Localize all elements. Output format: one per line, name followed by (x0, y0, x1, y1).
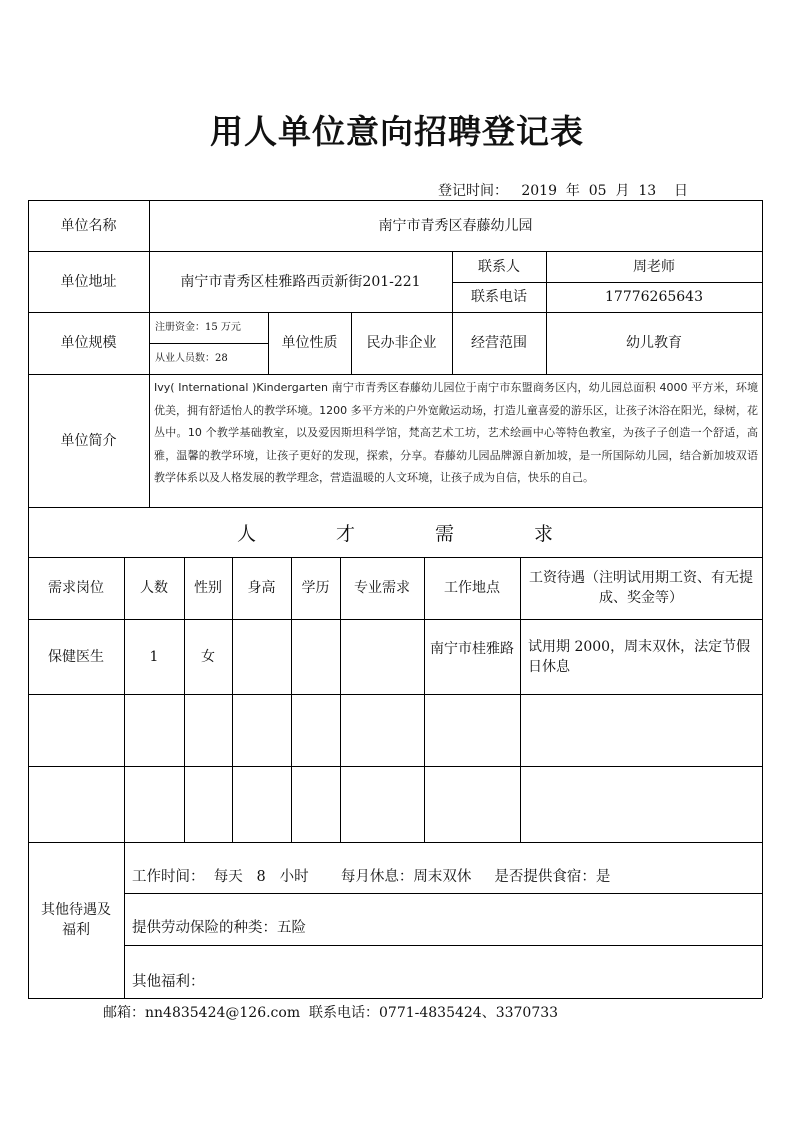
other-benefits-line: 其他福利： (132, 973, 205, 990)
staff-count: 从业人员数：28 (155, 352, 228, 364)
table-cell: 试用期 2000，周末双休，法定节假日休息 (528, 639, 751, 675)
registration-date: 登记时间： 2019 年 05 月 13 日 (438, 183, 689, 199)
unit-address-value: 南宁市青秀区桂雅路西贡新街201-221 (180, 273, 421, 290)
business-scope-label: 经营范围 (471, 335, 527, 351)
business-scope-value: 幼儿教育 (626, 335, 682, 351)
contact-person-value: 周老师 (633, 258, 675, 275)
talent-header-char: 求 (534, 522, 554, 545)
unit-intro-label: 单位简介 (60, 432, 117, 449)
column-header: 工资待遇（注明试用期工资、有无提成、奖金等） (529, 570, 753, 606)
talent-header-char: 需 (435, 522, 455, 545)
unit-intro-text: Ivy( International )Kindergarten 南宁市青秀区春藤幼儿园位于南宁市东盟商务区内，幼儿园总面积 4000 平方米，环境优美，拥有舒适怡人的教学环境。1200 多平方米的户外宽敞运动场，打造儿童喜爱的游乐区，让孩子沐浴在阳光，绿树，花丛中。10 个教学基础教室，以及爱因斯坦科学馆，梵高艺术工坊，艺术绘画中心等特色教室，为孩子子创造一个舒适，高雅，温馨的教学环境，让孩子更好的发现，探索，分享。春藤幼儿园品牌源自新加坡，是一所国际幼儿园，结合新加坡双语教学体系以及人格发展的教学理念，营造温暖的人文环境，让孩子成为自信，快乐的自己。 (154, 381, 758, 484)
unit-name-label: 单位名称 (60, 217, 117, 234)
table-cell (232, 619, 291, 694)
footer-contact: 邮箱：nn4835424@126.com 联系电话：0771-4835424、3370733 (103, 1005, 559, 1021)
column-header: 性别 (194, 580, 222, 596)
unit-address-label: 单位地址 (60, 273, 117, 290)
column-header: 专业需求 (354, 580, 410, 596)
contact-phone-value: 17776265643 (605, 289, 703, 305)
table-cell (340, 619, 424, 694)
column-header: 身高 (247, 580, 276, 596)
talent-header-char: 人 (236, 522, 256, 545)
benefits-label: 其他待遇及福利 (41, 902, 111, 938)
column-header: 学历 (301, 580, 330, 596)
work-hours-line: 工作时间： 每天 8 小时 每月休息：周末双休 是否提供食宿：是 (132, 868, 611, 885)
unit-scale-label: 单位规模 (60, 335, 117, 351)
table-cell (291, 619, 340, 694)
insurance-line: 提供劳动保险的种类：五险 (132, 919, 306, 936)
column-header: 工作地点 (444, 580, 500, 596)
contact-phone-label: 联系电话 (471, 289, 527, 305)
page-title: 用人单位意向招聘登记表 (210, 112, 584, 151)
table-cell: 南宁市桂雅路 (430, 641, 514, 657)
talent-header-char: 才 (335, 522, 355, 545)
talent-demand-header (28, 507, 762, 557)
table-cell: 女 (201, 648, 215, 665)
unit-name-value: 南宁市青秀区春藤幼儿园 (378, 217, 533, 234)
column-header: 人数 (140, 580, 168, 596)
unit-nature-value: 民办非企业 (366, 335, 437, 351)
column-header: 需求岗位 (48, 580, 104, 596)
registered-capital: 注册资金：15 万元 (155, 321, 241, 333)
contact-person-label: 联系人 (478, 258, 520, 275)
table-cell: 保健医生 (48, 648, 104, 665)
unit-nature-label: 单位性质 (281, 335, 338, 351)
table-cell: 1 (149, 648, 159, 665)
